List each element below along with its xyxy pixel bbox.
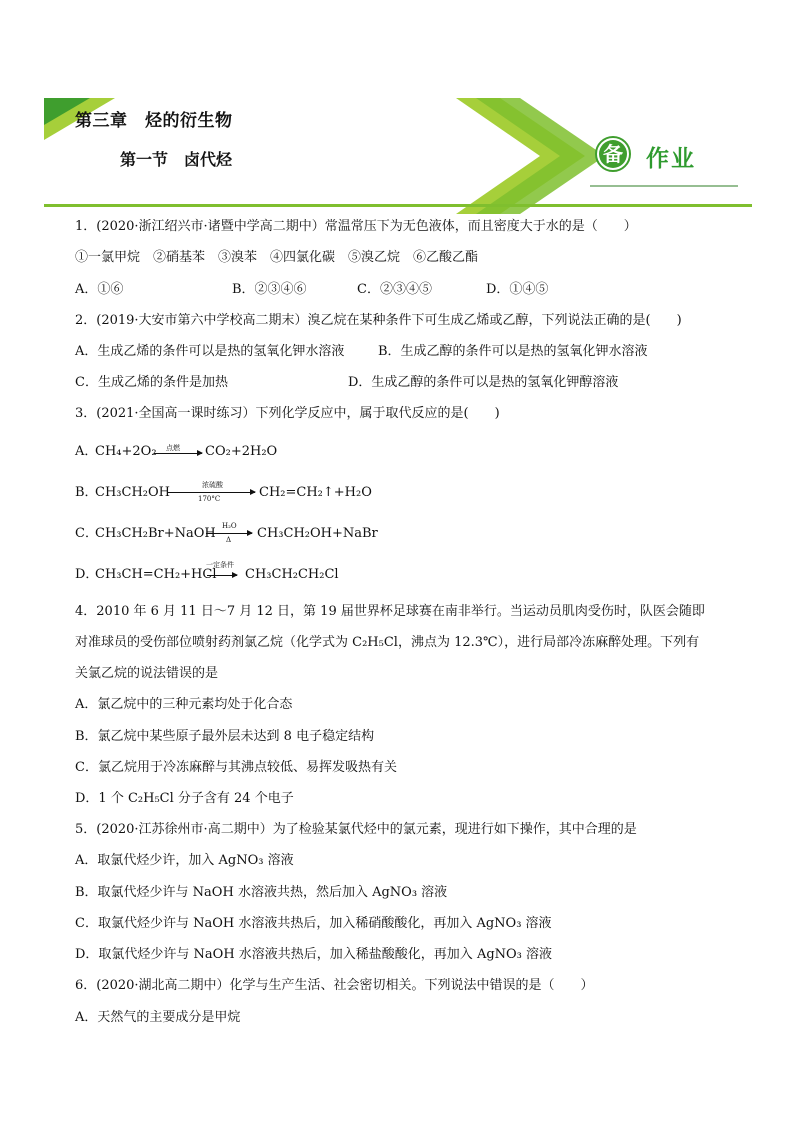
q3-option-d-right: CH₃CH₂CH₂Cl xyxy=(245,567,339,582)
q3-option-a-condition: 点燃 xyxy=(166,444,180,452)
q3-option-b-left: CH₃CH₂OH xyxy=(95,485,170,500)
q1-option-d: D．①④⑤ xyxy=(486,282,549,297)
q4-stem-line-3: 关氯乙烷的说法错误的是 xyxy=(75,666,219,681)
q6-stem: 6．(2020·湖北高二期中）化学与生产生活、社会密切相关。下列说法中错误的是（ ） xyxy=(75,978,594,993)
section-title: 第一节 卤代烃 xyxy=(120,150,233,169)
q3-option-a-label: A． xyxy=(75,444,98,459)
q3-option-c-condition-top: H₂O xyxy=(222,522,237,530)
q1-stem: 1．(2020·浙江绍兴市·诸暨中学高二期中）常温常压下为无色液体，而且密度大于水的是（ ） xyxy=(75,219,637,234)
q4-option-c: C．氯乙烷用于冷冻麻醉与其沸点较低、易挥发吸热有关 xyxy=(75,760,397,775)
q3-option-b-right: CH₂=CH₂↑+H₂O xyxy=(259,485,372,500)
q2-option-c: C．生成乙烯的条件是加热 xyxy=(75,375,228,390)
q3-option-a-arrow xyxy=(154,453,202,454)
q5-stem: 5．(2020·江苏徐州市·高二期中）为了检验某氯代烃中的氯元素，现进行如下操作，其中合理的是 xyxy=(75,822,637,837)
q1-option-a: A．①⑥ xyxy=(75,282,124,297)
q3-option-c-right: CH₃CH₂OH+NaBr xyxy=(257,526,378,541)
q3-stem: 3．(2021·全国高一课时练习）下列化学反应中，属于取代反应的是( ) xyxy=(75,406,500,421)
q5-option-a: A．取氯代烃少许，加入 AgNO₃ 溶液 xyxy=(75,853,294,868)
header-banner xyxy=(0,0,794,215)
q5-option-b: B．取氯代烃少许与 NaOH 水溶液共热，然后加入 AgNO₃ 溶液 xyxy=(75,885,448,900)
q2-option-d: D．生成乙醇的条件可以是热的氢氧化钾醇溶液 xyxy=(348,375,619,390)
q3-option-c-label: C． xyxy=(75,526,98,541)
q1-items: ①一氯甲烷 ②硝基苯 ③溴苯 ④四氯化碳 ⑤溴乙烷 ⑥乙酸乙酯 xyxy=(75,250,479,265)
q5-option-d: D．取氯代烃少许与 NaOH 水溶液共热后，加入稀盐酸酸化，再加入 AgNO₃ 溶液 xyxy=(75,947,553,962)
q3-option-c-left: CH₃CH₂Br+NaOH xyxy=(95,526,216,541)
q1-option-c: C．②③④⑤ xyxy=(357,282,432,297)
q3-option-d-left: CH₃CH=CH₂+HCl xyxy=(95,567,217,582)
q2-stem: 2．(2019·大安市第六中学校高二期末）溴乙烷在某种条件下可生成乙烯或乙醇，下列说法正确的是( ) xyxy=(75,313,682,328)
q3-option-b-condition-bottom: 170°C xyxy=(198,495,221,503)
q3-option-d-label: D． xyxy=(75,567,99,582)
badge-label: 作业 xyxy=(646,146,696,172)
q4-option-b: B．氯乙烷中某些原子最外层未达到 8 电子稳定结构 xyxy=(75,729,375,744)
q5-option-c: C．取氯代烃少许与 NaOH 水溶液共热后，加入稀硝酸酸化，再加入 AgNO₃ 溶液 xyxy=(75,916,552,931)
q4-option-a: A．氯乙烷中的三种元素均处于化合态 xyxy=(75,697,293,712)
q2-option-b: B．生成乙醇的条件可以是热的氢氧化钾水溶液 xyxy=(378,344,648,359)
badge-icon-char: 备 xyxy=(603,142,623,166)
q3-option-b-condition-top: 浓硫酸 xyxy=(202,481,223,489)
q1-option-b: B．②③④⑥ xyxy=(232,282,307,297)
q3-option-a-right: CO₂+2H₂O xyxy=(205,444,278,459)
q3-option-d-arrow xyxy=(207,575,237,576)
header-rule xyxy=(44,204,752,207)
q4-stem-line-1: 4．2010 年 6 月 11 日～7 月 12 日，第 19 届世界杯足球赛在南非举行。当运动员肌肉受伤时，队医会随即 xyxy=(75,604,705,619)
chapter-title: 第三章 烃的衍生物 xyxy=(75,111,233,131)
q3-option-c-arrow xyxy=(206,533,252,534)
q3-option-c-condition-bottom: Δ xyxy=(226,536,232,544)
q3-option-a-left: CH₄+2O₂ xyxy=(95,444,157,459)
q2-option-a: A．生成乙烯的条件可以是热的氢氧化钾水溶液 xyxy=(75,344,345,359)
q6-option-a: A．天然气的主要成分是甲烷 xyxy=(75,1010,241,1025)
q3-option-b-arrow xyxy=(167,492,255,493)
q3-option-b-label: B． xyxy=(75,485,98,500)
q4-stem-line-2: 对准球员的受伤部位喷射药剂氯乙烷（化学式为 C₂H₅Cl，沸点为 12.3℃），进行局部冷冻麻醉处理。下列有 xyxy=(75,635,700,650)
q3-option-d-condition: 一定条件 xyxy=(206,561,234,569)
q4-option-d: D．1 个 C₂H₅Cl 分子含有 24 个电子 xyxy=(75,791,294,806)
